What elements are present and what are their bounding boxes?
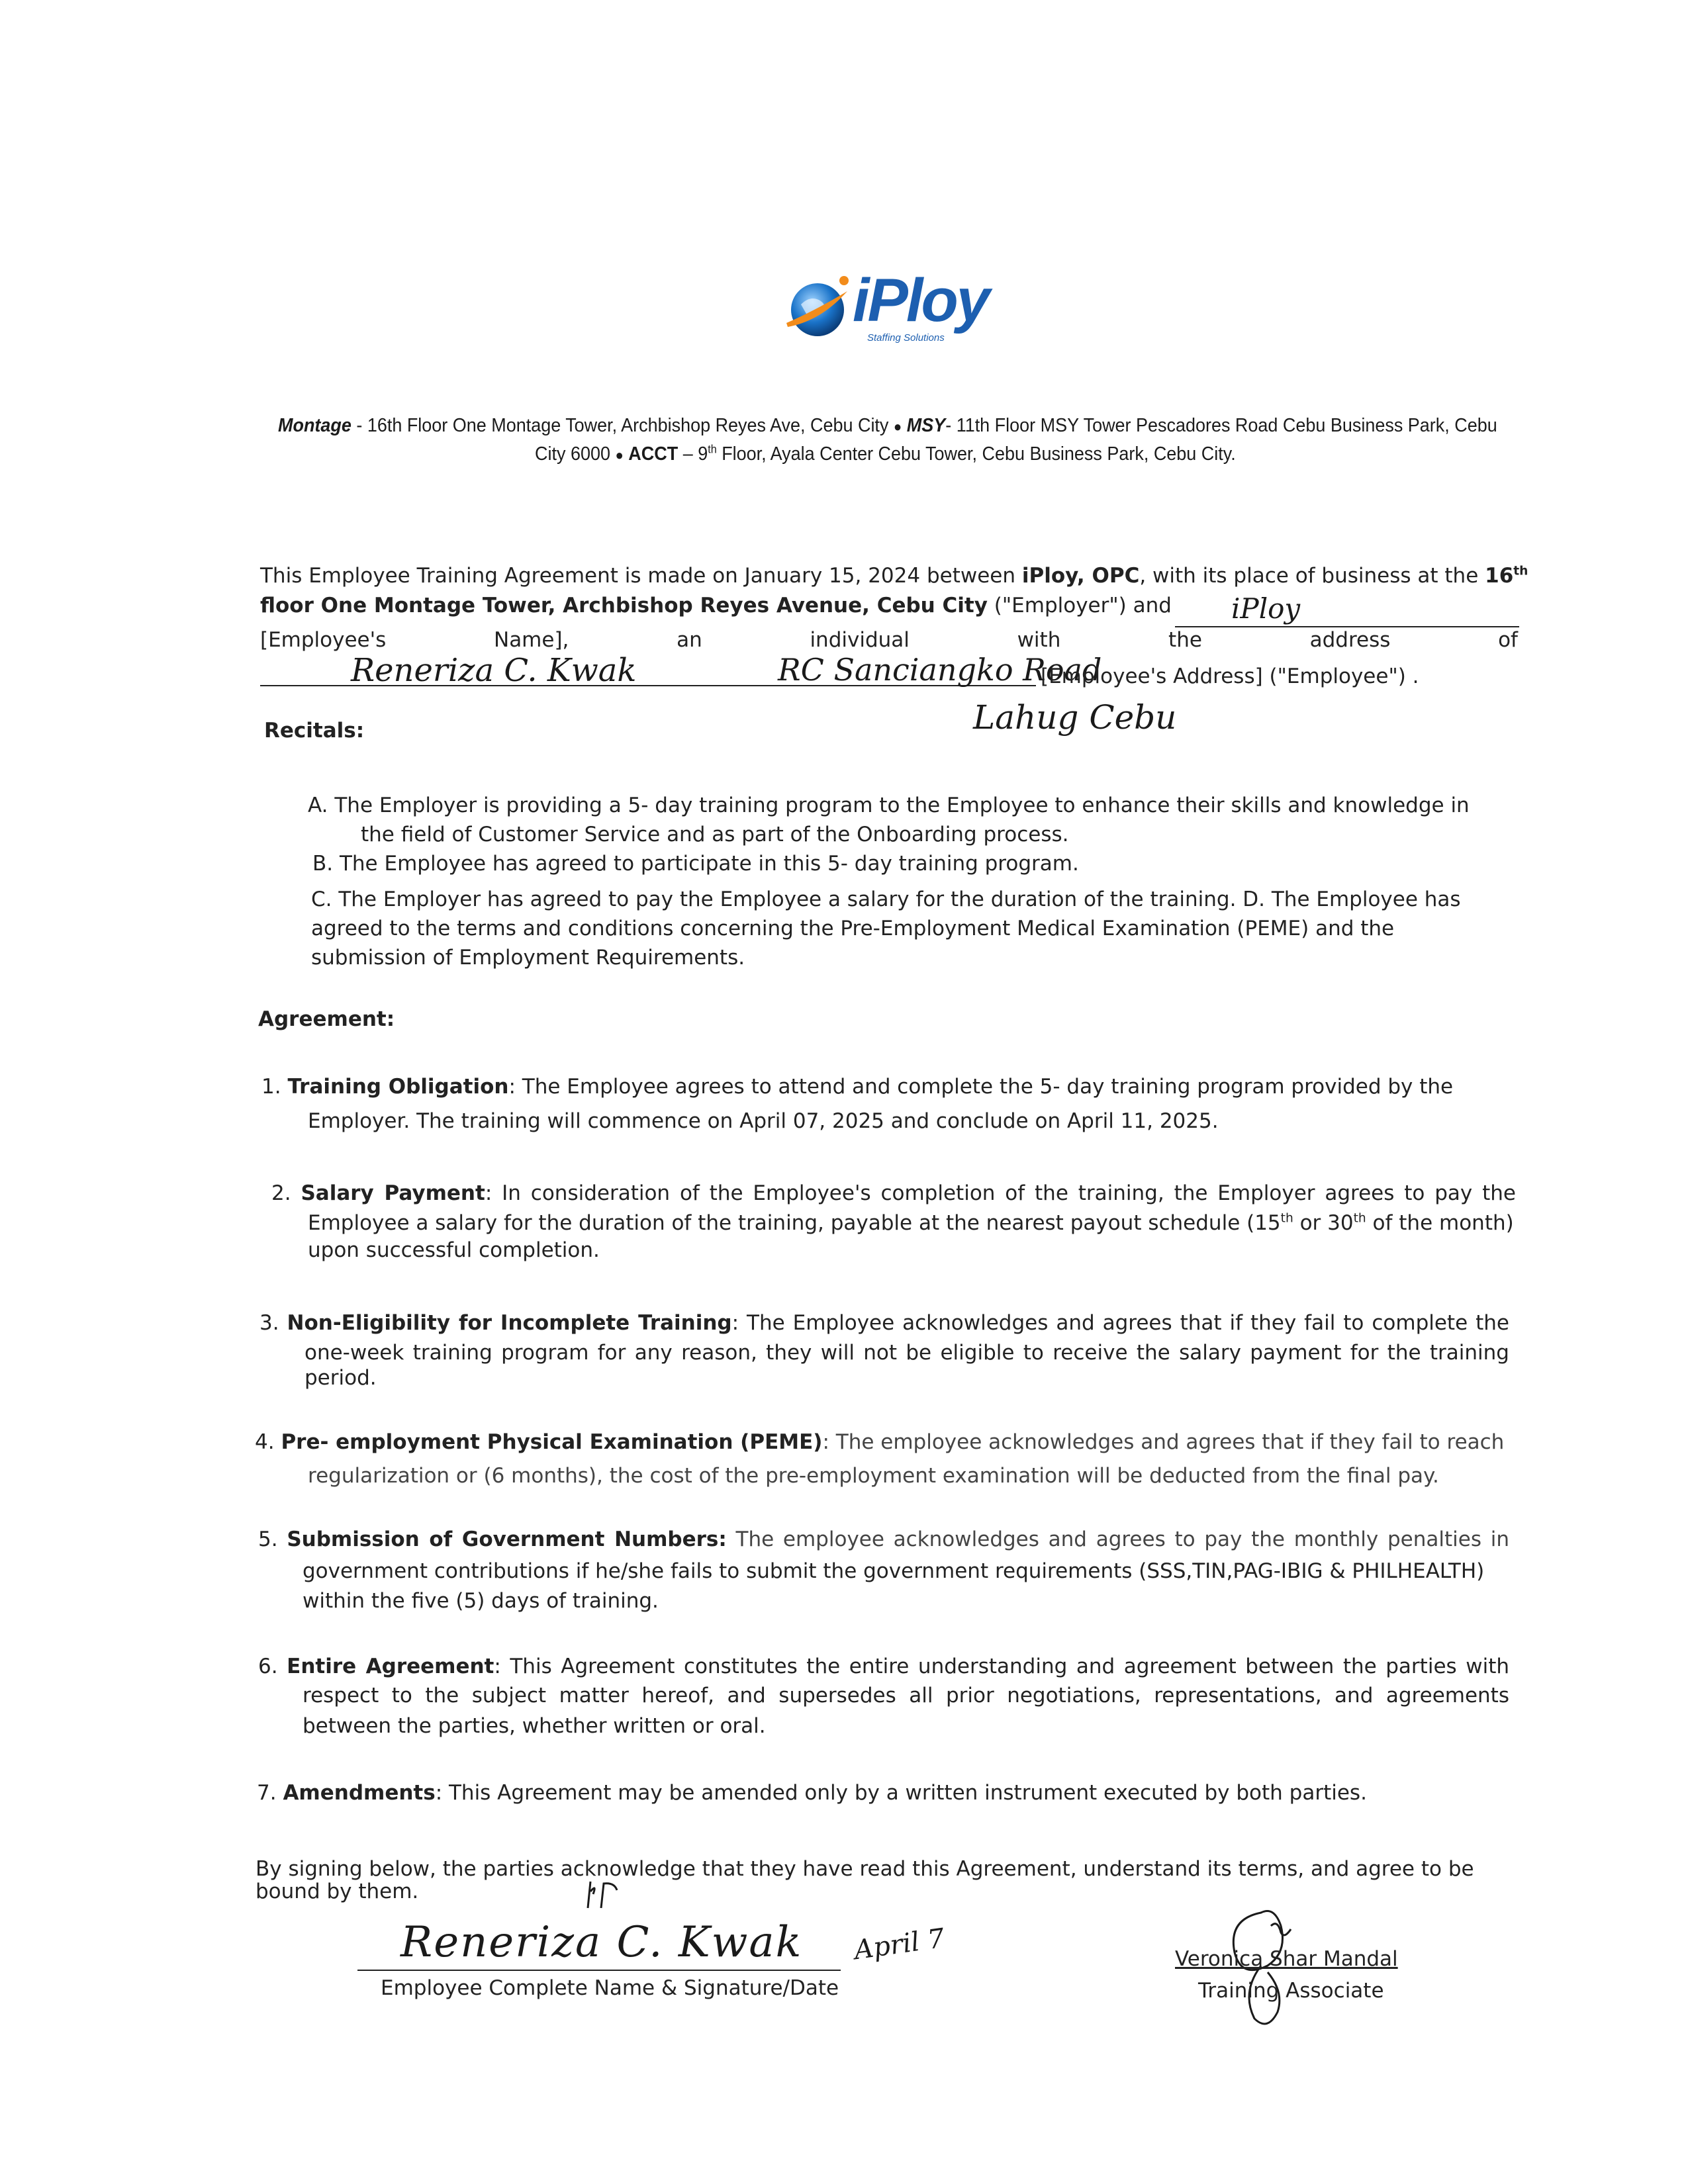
agreement-item-3-line-3: period.: [305, 1366, 377, 1390]
recital-c-line-3: submission of Employment Requirements.: [311, 946, 745, 970]
employee-signature-label: Employee Complete Name & Signature/Date: [381, 1976, 839, 2000]
intro-line-3: [Employee's Name], an individual with the address of: [260, 628, 1518, 652]
agreement-item-5: 5. Submission of Government Numbers: The employee acknowledges and agrees to pay the monthly penalties in: [258, 1527, 1510, 1551]
employee-signature: Reneriza C. Kwak: [400, 1918, 803, 1967]
agreement-item-6-line-3: between the parties, whether written or oral.: [303, 1714, 766, 1738]
agreement-item-6: 6. Entire Agreement: This Agreement constitutes the entire understanding and agreement between the parties with: [258, 1655, 1509, 1678]
agreement-item-3-line-2: one-week training program for any reason, they will not be eligible to receive the salary payment for the training: [305, 1341, 1509, 1365]
agreement-item-1-line-2: Employer. The training will commence on April 07, 2025 and conclude on April 11, 2025.: [308, 1109, 1219, 1133]
closing-line-2: bound by them.: [256, 1880, 419, 1903]
agreement-item-5-line-3: within the five (5) days of training.: [303, 1589, 659, 1613]
bullet-separator: ●: [615, 447, 624, 463]
employee-sign-date: April 7: [852, 1923, 947, 1966]
agreement-item-4-line-2: regularization or (6 months), the cost of the pre-employment examination will be deducted from the final pay.: [308, 1464, 1439, 1488]
company-name: iPloy, OPC: [1021, 564, 1140, 588]
montage-label: Montage: [278, 415, 352, 436]
intro-line-4: [Employee's Address] ("Employee") .: [1041, 664, 1419, 688]
logo-brand-text: iPloy: [853, 267, 988, 334]
recital-a-line-2: the field of Customer Service and as part of the Onboarding process.: [361, 823, 1069, 846]
agreement-heading: Agreement:: [258, 1007, 395, 1031]
acct-label: ACCT: [628, 443, 679, 465]
agreement-item-4: 4. Pre- employment Physical Examination (PEME): The employee acknowledges and agrees that if they fail to reach: [255, 1430, 1505, 1454]
agreement-item-2-line-3: upon successful completion.: [308, 1238, 600, 1262]
recitals-heading: Recitals:: [264, 719, 365, 743]
recital-b: B. The Employee has agreed to participate in this 5- day training program.: [312, 852, 1079, 876]
handwritten-city: Lahug Cebu: [973, 698, 1177, 737]
address-line-1: Montage - 16th Floor One Montage Tower, Archbishop Reyes Ave, Cebu City ● MSY- 11th Floor MSY Tower Pescadores Road Cebu Business Park, Cebu: [278, 415, 1497, 436]
company-address: floor One Montage Tower, Archbishop Reyes Avenue, Cebu City: [260, 594, 988, 617]
closing-line-1: By signing below, the parties acknowledge that they have read this Agreement, understand its terms, and agree to be: [256, 1857, 1474, 1881]
intro-line-1: This Employee Training Agreement is made on January 15, 2024 between iPloy, OPC, with its place of business at the 16th: [260, 564, 1528, 588]
agreement-item-1: 1. Training Obligation: The Employee agrees to attend and complete the 5- day training program provided by the: [261, 1075, 1454, 1099]
handwritten-employee-name: Reneriza C. Kwak: [351, 652, 637, 689]
agreement-item-7: 7. Amendments: This Agreement may be amended only by a written instrument executed by both parties.: [257, 1781, 1367, 1805]
recital-a-line-1: A. The Employer is providing a 5- day training program to the Employee to enhance their skills and knowledge in: [308, 794, 1470, 817]
handwritten-employee-address: RC Sanciangko Road: [778, 652, 1102, 688]
logo-tagline: Staffing Solutions: [867, 332, 945, 343]
agreement-item-6-line-2: respect to the subject matter hereof, and supersedes all prior negotiations, representations, and agreements: [303, 1684, 1509, 1707]
msy-label: MSY: [906, 415, 946, 436]
employee-signature-line: [357, 1970, 841, 1971]
agreement-item-3: 3. Non-Eligibility for Incomplete Training: The Employee acknowledges and agrees that if they fail to complete the: [259, 1311, 1509, 1335]
company-logo: [781, 263, 1006, 356]
initials-mark-icon: [583, 1878, 622, 1911]
bullet-separator: ●: [893, 418, 902, 435]
globe-logo-icon: [781, 271, 854, 344]
intro-line-2: floor One Montage Tower, Archbishop Reyes Avenue, Cebu City ("Employer") and: [260, 594, 1172, 617]
agreement-item-2-line-2: Employee a salary for the duration of the training, payable at the nearest payout schedule (15th or 30th of the month): [308, 1211, 1514, 1235]
handwritten-employer: iPloy: [1231, 592, 1301, 625]
representative-title: Training Associate: [1198, 1979, 1384, 2003]
representative-name: Veronica Shar Mandal: [1175, 1947, 1398, 1971]
recital-c-line-1: C. The Employer has agreed to pay the Employee a salary for the duration of the training. D. The Employee has: [311, 887, 1461, 911]
employee-initials: [583, 1878, 622, 1911]
agreement-item-5-line-2: government contributions if he/she fails to submit the government requirements (SSS,TIN,PAG-IBIG & PHILHEALTH): [303, 1559, 1485, 1583]
address-line-2: City 6000 ● ACCT – 9th Floor, Ayala Center Cebu Tower, Cebu Business Park, Cebu City.: [535, 442, 1236, 465]
recital-c-line-2: agreed to the terms and conditions concerning the Pre-Employment Medical Examination (PEME) and the: [311, 917, 1395, 940]
agreement-item-2: 2. Salary Payment: In consideration of the Employee's completion of the training, the Employer agrees to pay the: [271, 1181, 1517, 1205]
